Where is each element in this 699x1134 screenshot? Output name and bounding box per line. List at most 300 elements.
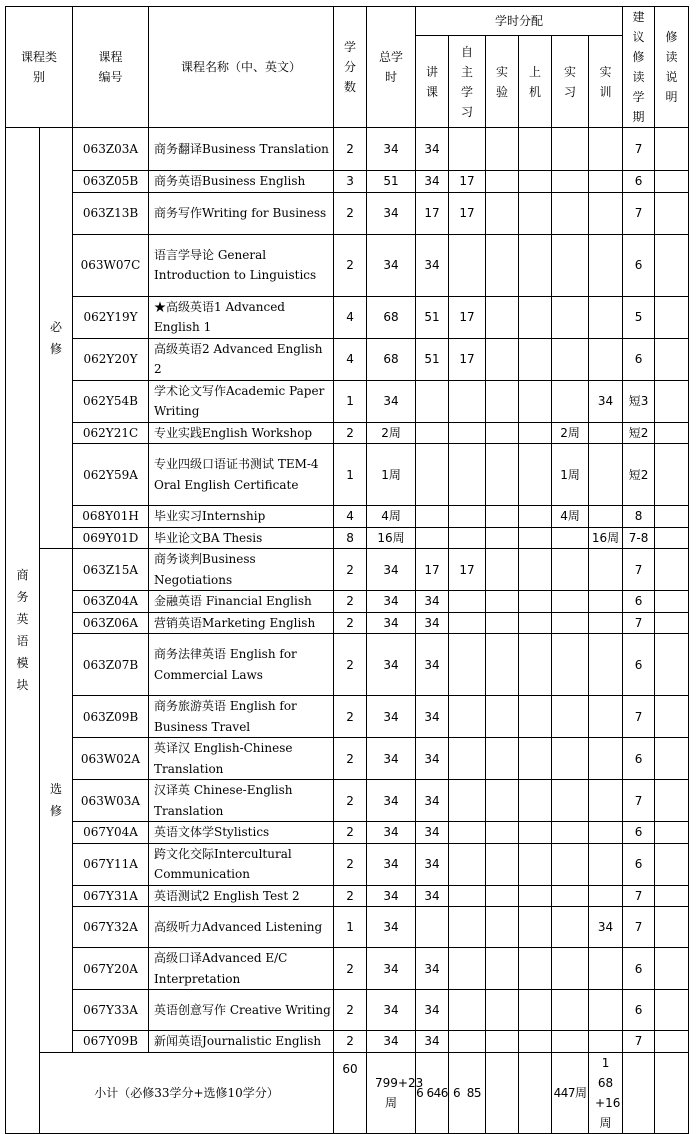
notes-cell [655,822,689,844]
table-row [6,948,689,990]
semester: 6 [623,948,655,990]
training-hours [589,780,623,822]
subtotal-self-study: 6 85 [449,1052,486,1133]
self-study-hours: 17 [449,338,486,380]
subtotal-semester [623,1052,655,1133]
course-name: 英语文体学Stylistics [149,822,334,844]
table-row [6,192,689,234]
table-row [6,885,689,907]
course-code: 067Y33A [73,990,149,1031]
total-hours: 34 [367,907,416,948]
computer-hours [519,1031,552,1053]
total-hours: 34 [367,634,416,696]
notes-cell [655,634,689,696]
self-study-hours [449,948,486,990]
credits: 2 [334,591,367,613]
self-study-hours [449,380,486,422]
lecture-hours: 34 [416,822,449,844]
credits: 2 [334,948,367,990]
table-row [6,634,689,696]
training-hours [589,948,623,990]
total-hours: 34 [367,234,416,296]
semester: 6 [623,738,655,780]
training-hours [589,171,623,193]
training-hours [589,444,623,506]
training-hours [589,634,623,696]
course-name: 跨文化交际Intercultural Communication [149,843,334,885]
course-name: 高级口译Advanced E/C Interpretation [149,948,334,990]
course-code: 063Z04A [73,591,149,613]
table-row [6,696,689,738]
computer-hours [519,380,552,422]
lecture-hours: 34 [416,738,449,780]
practice-hours [552,591,589,613]
lecture-hours: 34 [416,696,449,738]
credits: 2 [334,422,367,444]
self-study-hours [449,634,486,696]
subtotal-computer [519,1052,552,1133]
course-name: 商务写作Writing for Business [149,192,334,234]
total-hours: 68 [367,338,416,380]
table-row [6,527,689,549]
subtotal-training: 1 68 +16 周 [589,1052,623,1133]
training-hours [589,549,623,591]
credits: 2 [334,192,367,234]
total-hours: 34 [367,591,416,613]
total-hours: 2周 [367,422,416,444]
course-code: 063W07C [73,234,149,296]
credits: 3 [334,171,367,193]
course-code: 063Z06A [73,612,149,634]
course-name: 专业四级口语证书测试 TEM-4 Oral English Certificate [149,444,334,506]
table-row [6,591,689,613]
training-hours [589,192,623,234]
course-name: 英语创意写作 Creative Writing [149,990,334,1031]
practice-hours [552,549,589,591]
practice-hours [552,192,589,234]
self-study-hours [449,612,486,634]
practice-hours [552,634,589,696]
course-name: 语言学导论 General Introduction to Linguistics [149,234,334,296]
table-row [6,234,689,296]
notes-cell [655,696,689,738]
notes-cell [655,422,689,444]
lecture-hours: 17 [416,192,449,234]
header-name: 课程名称（中、英文） [149,7,334,128]
course-code: 067Y09B [73,1031,149,1053]
semester: 6 [623,591,655,613]
header-credits: 学分数 [334,7,367,128]
course-name: 金融英语 Financial English [149,591,334,613]
total-hours: 34 [367,1031,416,1053]
computer-hours [519,527,552,549]
header-experiment: 实验 [486,36,519,128]
table-row [6,822,689,844]
practice-hours [552,780,589,822]
course-code: 063Z05B [73,171,149,193]
practice-hours [552,527,589,549]
experiment-hours [486,506,519,528]
semester: 7-8 [623,527,655,549]
notes-cell [655,296,689,338]
total-hours: 34 [367,780,416,822]
lecture-hours [416,380,449,422]
semester: 7 [623,1031,655,1053]
notes-cell [655,549,689,591]
table-row [6,422,689,444]
notes-cell [655,380,689,422]
table-row [6,780,689,822]
credits: 1 [334,907,367,948]
lecture-hours: 34 [416,128,449,171]
table-row [6,738,689,780]
curriculum-table [5,6,689,1134]
notes-cell [655,990,689,1031]
table-row [6,444,689,506]
total-hours: 16周 [367,527,416,549]
header-training: 实训 [589,36,623,128]
group-label: 必修 [40,128,73,549]
practice-hours [552,696,589,738]
self-study-hours [449,444,486,506]
notes-cell [655,234,689,296]
experiment-hours [486,612,519,634]
course-name: 营销英语Marketing English [149,612,334,634]
practice-hours [552,234,589,296]
course-code: 063Z07B [73,634,149,696]
credits: 2 [334,696,367,738]
practice-hours [552,885,589,907]
computer-hours [519,549,552,591]
subtotal-credits: 60 [334,1052,367,1133]
course-code: 062Y54B [73,380,149,422]
experiment-hours [486,948,519,990]
experiment-hours [486,422,519,444]
notes-cell [655,338,689,380]
lecture-hours: 34 [416,234,449,296]
credits: 2 [334,612,367,634]
semester: 7 [623,549,655,591]
computer-hours [519,696,552,738]
header-total-hours: 总学时 [367,7,416,128]
self-study-hours [449,843,486,885]
semester: 6 [623,843,655,885]
experiment-hours [486,192,519,234]
self-study-hours [449,990,486,1031]
semester: 6 [623,822,655,844]
course-code: 063Z03A [73,128,149,171]
self-study-hours [449,780,486,822]
experiment-hours [486,634,519,696]
computer-hours [519,822,552,844]
practice-hours [552,822,589,844]
semester: 7 [623,885,655,907]
course-name: 毕业实习Internship [149,506,334,528]
practice-hours [552,948,589,990]
notes-cell [655,948,689,990]
experiment-hours [486,822,519,844]
self-study-hours [449,506,486,528]
training-hours [589,612,623,634]
header-self-study: 自主学习 [449,36,486,128]
header-computer: 上机 [519,36,552,128]
notes-cell [655,192,689,234]
experiment-hours [486,885,519,907]
lecture-hours: 34 [416,990,449,1031]
course-code: 062Y59A [73,444,149,506]
semester: 6 [623,990,655,1031]
experiment-hours [486,527,519,549]
semester: 7 [623,612,655,634]
training-hours [589,128,623,171]
notes-cell [655,527,689,549]
total-hours: 34 [367,192,416,234]
course-code: 062Y21C [73,422,149,444]
computer-hours [519,738,552,780]
course-code: 062Y19Y [73,296,149,338]
computer-hours [519,422,552,444]
subtotal-experiment [486,1052,519,1133]
self-study-hours [449,822,486,844]
subtotal-notes [655,1052,689,1133]
total-hours: 34 [367,738,416,780]
course-name: 英语测试2 English Test 2 [149,885,334,907]
total-hours: 34 [367,128,416,171]
computer-hours [519,234,552,296]
header-allocation: 学时分配 [416,7,623,36]
computer-hours [519,990,552,1031]
training-hours [589,1031,623,1053]
lecture-hours [416,527,449,549]
course-code: 067Y31A [73,885,149,907]
experiment-hours [486,843,519,885]
group-label: 选修 [40,549,73,1053]
total-hours: 34 [367,843,416,885]
computer-hours [519,444,552,506]
lecture-hours: 34 [416,885,449,907]
credits: 2 [334,990,367,1031]
practice-hours [552,907,589,948]
notes-cell [655,738,689,780]
training-hours [589,296,623,338]
semester: 8 [623,506,655,528]
course-name: 专业实践English Workshop [149,422,334,444]
table-row [6,338,689,380]
lecture-hours: 34 [416,591,449,613]
lecture-hours [416,422,449,444]
lecture-hours: 34 [416,1031,449,1053]
total-hours: 34 [367,612,416,634]
practice-hours [552,296,589,338]
table-row [6,296,689,338]
lecture-hours: 17 [416,549,449,591]
table-row [6,506,689,528]
computer-hours [519,506,552,528]
practice-hours [552,990,589,1031]
header-code: 课程编号 [73,7,149,128]
practice-hours [552,338,589,380]
lecture-hours [416,444,449,506]
notes-cell [655,506,689,528]
computer-hours [519,612,552,634]
practice-hours [552,612,589,634]
semester: 7 [623,128,655,171]
self-study-hours [449,696,486,738]
computer-hours [519,296,552,338]
header-semester: 建议修读学期 [623,7,655,128]
course-name: 商务翻译Business Translation [149,128,334,171]
semester: 7 [623,780,655,822]
semester: 6 [623,171,655,193]
practice-hours [552,1031,589,1053]
training-hours [589,696,623,738]
total-hours: 51 [367,171,416,193]
credits: 4 [334,506,367,528]
notes-cell [655,612,689,634]
total-hours: 34 [367,380,416,422]
header-lecture: 讲课 [416,36,449,128]
lecture-hours: 34 [416,612,449,634]
notes-cell [655,907,689,948]
training-hours [589,338,623,380]
notes-cell [655,444,689,506]
semester: 短2 [623,444,655,506]
semester: 7 [623,696,655,738]
experiment-hours [486,1031,519,1053]
total-hours: 34 [367,948,416,990]
course-code: 063Z15A [73,549,149,591]
training-hours: 16周 [589,527,623,549]
total-hours: 68 [367,296,416,338]
credits: 2 [334,549,367,591]
lecture-hours [416,506,449,528]
experiment-hours [486,738,519,780]
experiment-hours [486,128,519,171]
experiment-hours [486,907,519,948]
notes-cell [655,1031,689,1053]
notes-cell [655,885,689,907]
practice-hours [552,738,589,780]
module-label: 商务英语模块 [6,128,40,1134]
lecture-hours [416,907,449,948]
notes-cell [655,780,689,822]
course-code: 063W02A [73,738,149,780]
experiment-hours [486,591,519,613]
experiment-hours [486,549,519,591]
experiment-hours [486,171,519,193]
course-name: 高级英语2 Advanced English 2 [149,338,334,380]
table-row [6,549,689,591]
lecture-hours: 34 [416,171,449,193]
header-notes: 修读说明 [655,7,689,128]
credits: 1 [334,380,367,422]
practice-hours [552,128,589,171]
course-name: 汉译英 Chinese-English Translation [149,780,334,822]
lecture-hours: 34 [416,780,449,822]
self-study-hours [449,527,486,549]
computer-hours [519,192,552,234]
semester: 6 [623,234,655,296]
training-hours [589,738,623,780]
table-row [6,990,689,1031]
semester: 7 [623,192,655,234]
course-name: 商务法律英语 English for Commercial Laws [149,634,334,696]
lecture-hours: 34 [416,948,449,990]
experiment-hours [486,990,519,1031]
table-row [6,843,689,885]
course-name: 毕业论文BA Thesis [149,527,334,549]
computer-hours [519,780,552,822]
self-study-hours [449,591,486,613]
header-practice: 实习 [552,36,589,128]
course-code: 063Z09B [73,696,149,738]
experiment-hours [486,780,519,822]
computer-hours [519,634,552,696]
course-code: 067Y32A [73,907,149,948]
practice-hours [552,380,589,422]
credits: 2 [334,128,367,171]
table-row [6,171,689,193]
self-study-hours: 17 [449,549,486,591]
table-row [6,380,689,422]
semester: 6 [623,338,655,380]
total-hours: 34 [367,822,416,844]
semester: 短3 [623,380,655,422]
credits: 4 [334,296,367,338]
lecture-hours: 34 [416,634,449,696]
self-study-hours [449,738,486,780]
semester: 6 [623,634,655,696]
course-code: 063Z13B [73,192,149,234]
self-study-hours [449,234,486,296]
credits: 2 [334,822,367,844]
course-name: 新闻英语Journalistic English [149,1031,334,1053]
credits: 2 [334,738,367,780]
self-study-hours [449,128,486,171]
course-name: 商务谈判Business Negotiations [149,549,334,591]
subtotal-label: 小计（必修33学分+选修10学分） [40,1052,334,1133]
training-hours [589,591,623,613]
course-code: 069Y01D [73,527,149,549]
training-hours: 34 [589,380,623,422]
training-hours [589,990,623,1031]
training-hours [589,822,623,844]
experiment-hours [486,234,519,296]
computer-hours [519,591,552,613]
computer-hours [519,948,552,990]
training-hours [589,885,623,907]
semester: 7 [623,907,655,948]
training-hours: 34 [589,907,623,948]
notes-cell [655,591,689,613]
semester: 5 [623,296,655,338]
course-name: 高级听力Advanced Listening [149,907,334,948]
total-hours: 34 [367,549,416,591]
self-study-hours: 17 [449,171,486,193]
computer-hours [519,128,552,171]
self-study-hours: 17 [449,296,486,338]
practice-hours [552,171,589,193]
credits: 2 [334,1031,367,1053]
self-study-hours [449,1031,486,1053]
self-study-hours: 17 [449,192,486,234]
credits: 2 [334,885,367,907]
total-hours: 34 [367,990,416,1031]
total-hours: 34 [367,885,416,907]
notes-cell [655,171,689,193]
practice-hours: 2周 [552,422,589,444]
course-name: 学术论文写作Academic Paper Writing [149,380,334,422]
